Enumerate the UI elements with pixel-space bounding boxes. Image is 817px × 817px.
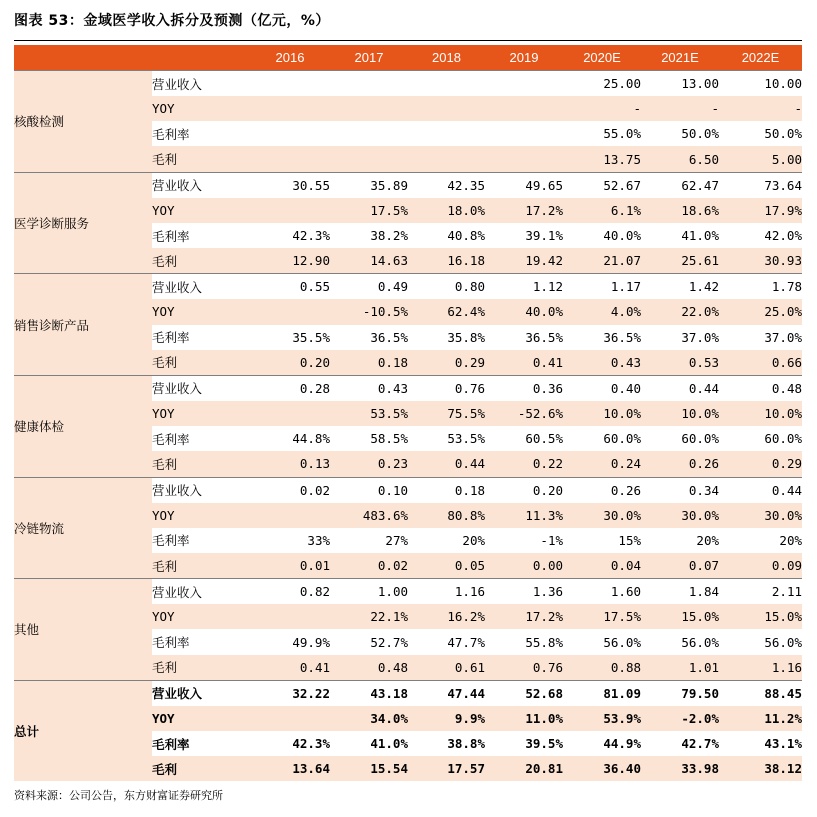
- metric-label: 营业收入: [152, 76, 203, 92]
- value-cell: 53.5%: [447, 431, 485, 447]
- value-cell: 60.0%: [603, 431, 641, 447]
- value-cell: 14.63: [330, 248, 408, 274]
- header-row: [14, 45, 802, 71]
- value-cell: 35.89: [370, 177, 408, 193]
- value-cell: 1.16: [454, 584, 485, 600]
- value-cell: 40.8%: [447, 228, 485, 244]
- value-cell: 0.23: [330, 451, 408, 477]
- value-cell: 22.1%: [330, 604, 408, 629]
- metric-label: 毛利: [152, 756, 250, 781]
- metric-label: YOY: [152, 706, 250, 731]
- value-cell: 17.2%: [485, 604, 563, 629]
- metric-label: 毛利: [152, 451, 250, 477]
- group-label: 其他: [14, 579, 152, 681]
- metric-label: 毛利: [152, 350, 250, 376]
- value-cell: 36.40: [563, 756, 641, 781]
- value-cell: 47.44: [447, 685, 485, 701]
- value-cell: -10.5%: [330, 299, 408, 324]
- value-cell: 25.61: [641, 248, 719, 274]
- value-cell: 11.3%: [485, 503, 563, 528]
- value-cell: 0.18: [330, 350, 408, 376]
- value-cell: 40.0%: [603, 228, 641, 244]
- value-cell: 20.81: [485, 756, 563, 781]
- value-cell: [250, 198, 330, 223]
- value-cell: 9.9%: [408, 706, 485, 731]
- value-cell: 21.07: [563, 248, 641, 274]
- value-cell: 42.3%: [292, 736, 330, 752]
- value-cell: 13.64: [250, 756, 330, 781]
- group-label: 总计: [14, 680, 152, 781]
- value-cell: 0.43: [563, 350, 641, 376]
- value-cell: 30.0%: [563, 503, 641, 528]
- value-cell: 10.00: [764, 76, 802, 92]
- value-cell: 60.0%: [764, 431, 802, 447]
- value-cell: 0.61: [408, 655, 485, 681]
- metric-label: 毛利率: [152, 330, 190, 346]
- value-cell: 1.01: [641, 655, 719, 681]
- value-cell: 30.0%: [641, 503, 719, 528]
- value-cell: -52.6%: [485, 401, 563, 426]
- metric-label: 营业收入: [152, 279, 203, 295]
- value-cell: [250, 299, 330, 324]
- value-cell: 53.5%: [330, 401, 408, 426]
- metric-label: 毛利率: [152, 736, 190, 752]
- value-cell: -1%: [540, 532, 563, 548]
- value-cell: 41.0%: [370, 736, 408, 752]
- metric-label: 毛利: [152, 655, 250, 681]
- value-cell: 37.0%: [764, 329, 802, 345]
- value-cell: 16.2%: [408, 604, 485, 629]
- value-cell: 0.29: [719, 451, 802, 477]
- value-cell: 50.0%: [681, 126, 719, 142]
- value-cell: 43.1%: [764, 736, 802, 752]
- metric-label: YOY: [152, 299, 250, 324]
- value-cell: 0.18: [454, 482, 485, 498]
- value-cell: 50.0%: [764, 126, 802, 142]
- value-cell: 37.0%: [681, 329, 719, 345]
- value-cell: 62.47: [681, 177, 719, 193]
- header-cell: 2016: [250, 45, 330, 71]
- value-cell: 30.0%: [719, 503, 802, 528]
- value-cell: 0.41: [485, 350, 563, 376]
- value-cell: 1.17: [610, 279, 641, 295]
- value-cell: 0.00: [485, 553, 563, 579]
- value-cell: 6.1%: [563, 198, 641, 223]
- value-cell: 0.04: [563, 553, 641, 579]
- table-group: [14, 680, 802, 781]
- value-cell: 0.07: [641, 553, 719, 579]
- header-cell: 2022E: [719, 45, 802, 71]
- value-cell: 42.3%: [292, 228, 330, 244]
- value-cell: 0.26: [641, 451, 719, 477]
- metric-label: 毛利率: [152, 533, 190, 549]
- value-cell: 11.0%: [485, 706, 563, 731]
- value-cell: [250, 146, 330, 172]
- value-cell: 0.36: [532, 380, 563, 396]
- value-cell: 42.7%: [681, 736, 719, 752]
- metric-label: 毛利: [152, 248, 250, 274]
- value-cell: 56.0%: [681, 634, 719, 650]
- value-cell: 34.0%: [330, 706, 408, 731]
- value-cell: 39.5%: [525, 736, 563, 752]
- value-cell: 0.44: [688, 380, 719, 396]
- header-cell: 2017: [330, 45, 408, 71]
- value-cell: 58.5%: [370, 431, 408, 447]
- metric-label: 毛利率: [152, 431, 190, 447]
- group-label: 健康体检: [14, 375, 152, 477]
- value-cell: 49.9%: [292, 634, 330, 650]
- value-cell: [250, 96, 330, 121]
- value-cell: 30.55: [292, 177, 330, 193]
- value-cell: 1.00: [377, 584, 408, 600]
- value-cell: 1.60: [610, 584, 641, 600]
- value-cell: 53.9%: [563, 706, 641, 731]
- value-cell: 33.98: [641, 756, 719, 781]
- value-cell: 18.0%: [408, 198, 485, 223]
- value-cell: -2.0%: [641, 706, 719, 731]
- value-cell: 35.5%: [292, 329, 330, 345]
- value-cell: 16.18: [408, 248, 485, 274]
- value-cell: 0.48: [771, 380, 802, 396]
- value-cell: 36.5%: [370, 329, 408, 345]
- value-cell: 17.5%: [563, 604, 641, 629]
- table-row: [14, 274, 802, 300]
- value-cell: [408, 121, 485, 146]
- value-cell: 0.24: [563, 451, 641, 477]
- value-cell: 38.2%: [370, 228, 408, 244]
- value-cell: 60.5%: [525, 431, 563, 447]
- value-cell: 73.64: [764, 177, 802, 193]
- value-cell: 17.9%: [719, 198, 802, 223]
- table-row: [14, 172, 802, 198]
- metric-label: 毛利: [152, 553, 250, 579]
- value-cell: 0.49: [377, 279, 408, 295]
- value-cell: 2.11: [771, 584, 802, 600]
- value-cell: 0.76: [485, 655, 563, 681]
- value-cell: [485, 146, 563, 172]
- value-cell: 12.90: [250, 248, 330, 274]
- value-cell: 10.0%: [563, 401, 641, 426]
- table-row: [14, 579, 802, 605]
- value-cell: 88.45: [764, 685, 802, 701]
- value-cell: 10.0%: [719, 401, 802, 426]
- value-cell: 0.28: [299, 380, 330, 396]
- value-cell: 1.84: [688, 584, 719, 600]
- title-rule: [14, 40, 802, 41]
- value-cell: 47.7%: [447, 634, 485, 650]
- value-cell: 17.5%: [330, 198, 408, 223]
- value-cell: 32.22: [292, 685, 330, 701]
- value-cell: [250, 706, 330, 731]
- value-cell: 43.18: [370, 685, 408, 701]
- value-cell: 0.29: [408, 350, 485, 376]
- header-cell: [152, 45, 250, 71]
- value-cell: 15.0%: [719, 604, 802, 629]
- value-cell: 5.00: [719, 146, 802, 172]
- value-cell: 15%: [618, 532, 641, 548]
- value-cell: 0.44: [408, 451, 485, 477]
- value-cell: 35.8%: [447, 329, 485, 345]
- value-cell: -: [719, 96, 802, 121]
- value-cell: 33%: [307, 532, 330, 548]
- header-cell: [14, 45, 152, 71]
- value-cell: [408, 71, 485, 97]
- table-header: [14, 45, 802, 71]
- value-cell: 44.9%: [603, 736, 641, 752]
- metric-label: 毛利率: [152, 228, 190, 244]
- value-cell: 17.57: [408, 756, 485, 781]
- table-group: [14, 172, 802, 274]
- value-cell: 42.0%: [764, 228, 802, 244]
- value-cell: 81.09: [603, 685, 641, 701]
- value-cell: 0.02: [299, 482, 330, 498]
- value-cell: 40.0%: [485, 299, 563, 324]
- value-cell: 75.5%: [408, 401, 485, 426]
- value-cell: 0.05: [408, 553, 485, 579]
- value-cell: 20%: [696, 532, 719, 548]
- value-cell: [250, 401, 330, 426]
- value-cell: [250, 71, 330, 97]
- value-cell: 38.8%: [447, 736, 485, 752]
- value-cell: 52.7%: [370, 634, 408, 650]
- value-cell: [330, 146, 408, 172]
- table-row: [14, 477, 802, 503]
- table-row: [14, 375, 802, 401]
- value-cell: 80.8%: [408, 503, 485, 528]
- value-cell: 0.53: [641, 350, 719, 376]
- metric-label: 毛利率: [152, 126, 190, 142]
- value-cell: 17.2%: [485, 198, 563, 223]
- value-cell: [250, 604, 330, 629]
- figure-title: 图表 53：金域医学收入拆分及预测（亿元，%）: [14, 13, 330, 29]
- value-cell: 52.68: [525, 685, 563, 701]
- value-cell: [330, 96, 408, 121]
- value-cell: 0.76: [454, 380, 485, 396]
- value-cell: 0.10: [377, 482, 408, 498]
- value-cell: 56.0%: [764, 634, 802, 650]
- value-cell: 18.6%: [641, 198, 719, 223]
- table-group: [14, 71, 802, 173]
- value-cell: 0.82: [299, 584, 330, 600]
- metric-label: YOY: [152, 604, 250, 629]
- value-cell: [485, 121, 563, 146]
- value-cell: 0.66: [719, 350, 802, 376]
- value-cell: 41.0%: [681, 228, 719, 244]
- metric-label: YOY: [152, 401, 250, 426]
- group-label: 冷链物流: [14, 477, 152, 579]
- table-row: [14, 680, 802, 706]
- group-label: 医学诊断服务: [14, 172, 152, 274]
- value-cell: 483.6%: [330, 503, 408, 528]
- value-cell: 22.0%: [641, 299, 719, 324]
- table-group: [14, 375, 802, 477]
- metric-label: YOY: [152, 503, 250, 528]
- value-cell: 27%: [385, 532, 408, 548]
- value-cell: 15.0%: [641, 604, 719, 629]
- value-cell: 1.42: [688, 279, 719, 295]
- header-cell: 2019: [485, 45, 563, 71]
- value-cell: 1.36: [532, 584, 563, 600]
- value-cell: 1.16: [719, 655, 802, 681]
- header-cell: 2021E: [641, 45, 719, 71]
- metric-label: 毛利率: [152, 635, 190, 651]
- metric-label: YOY: [152, 96, 250, 121]
- value-cell: 0.43: [377, 380, 408, 396]
- value-cell: 25.0%: [719, 299, 802, 324]
- value-cell: 39.1%: [525, 228, 563, 244]
- value-cell: 0.55: [299, 279, 330, 295]
- table-group: [14, 274, 802, 376]
- revenue-forecast-table: [14, 45, 802, 781]
- value-cell: [330, 121, 408, 146]
- value-cell: [485, 96, 563, 121]
- value-cell: [250, 503, 330, 528]
- value-cell: 13.75: [563, 146, 641, 172]
- table-row: [14, 71, 802, 97]
- value-cell: [408, 146, 485, 172]
- value-cell: 38.12: [719, 756, 802, 781]
- value-cell: 20%: [462, 532, 485, 548]
- value-cell: [330, 71, 408, 97]
- header-cell: 2020E: [563, 45, 641, 71]
- metric-label: 营业收入: [152, 381, 203, 397]
- table-group: [14, 477, 802, 579]
- header-cell: 2018: [408, 45, 485, 71]
- value-cell: 52.67: [603, 177, 641, 193]
- value-cell: 10.0%: [641, 401, 719, 426]
- value-cell: 0.44: [771, 482, 802, 498]
- value-cell: 0.40: [610, 380, 641, 396]
- value-cell: 55.0%: [603, 126, 641, 142]
- metric-label: 营业收入: [152, 483, 203, 499]
- value-cell: 0.13: [250, 451, 330, 477]
- value-cell: 0.48: [330, 655, 408, 681]
- value-cell: 0.02: [330, 553, 408, 579]
- value-cell: 1.78: [771, 279, 802, 295]
- table-group: [14, 579, 802, 681]
- value-cell: 0.34: [688, 482, 719, 498]
- value-cell: 20%: [779, 532, 802, 548]
- value-cell: 42.35: [447, 177, 485, 193]
- value-cell: 0.88: [563, 655, 641, 681]
- value-cell: 62.4%: [408, 299, 485, 324]
- metric-label: YOY: [152, 198, 250, 223]
- value-cell: 36.5%: [603, 329, 641, 345]
- value-cell: 6.50: [641, 146, 719, 172]
- value-cell: [408, 96, 485, 121]
- metric-label: 营业收入: [152, 178, 203, 194]
- value-cell: 0.20: [250, 350, 330, 376]
- value-cell: 15.54: [330, 756, 408, 781]
- value-cell: 55.8%: [525, 634, 563, 650]
- group-label: 核酸检测: [14, 71, 152, 173]
- value-cell: 36.5%: [525, 329, 563, 345]
- metric-label: 营业收入: [152, 686, 203, 702]
- value-cell: 19.42: [485, 248, 563, 274]
- value-cell: 1.12: [532, 279, 563, 295]
- group-label: 销售诊断产品: [14, 274, 152, 376]
- value-cell: 0.80: [454, 279, 485, 295]
- value-cell: -: [563, 96, 641, 121]
- value-cell: 49.65: [525, 177, 563, 193]
- metric-label: 营业收入: [152, 584, 203, 600]
- value-cell: 56.0%: [603, 634, 641, 650]
- value-cell: [485, 71, 563, 97]
- metric-label: 毛利: [152, 146, 250, 172]
- value-cell: 0.01: [250, 553, 330, 579]
- value-cell: 11.2%: [719, 706, 802, 731]
- value-cell: 0.22: [485, 451, 563, 477]
- value-cell: -: [641, 96, 719, 121]
- source-note: 资料来源：公司公告，东方财富证券研究所: [14, 789, 223, 802]
- value-cell: 0.41: [250, 655, 330, 681]
- value-cell: 25.00: [603, 76, 641, 92]
- value-cell: 79.50: [681, 685, 719, 701]
- value-cell: 44.8%: [292, 431, 330, 447]
- value-cell: 13.00: [681, 76, 719, 92]
- value-cell: 0.26: [610, 482, 641, 498]
- value-cell: 60.0%: [681, 431, 719, 447]
- value-cell: 30.93: [719, 248, 802, 274]
- value-cell: 0.09: [719, 553, 802, 579]
- value-cell: 0.20: [532, 482, 563, 498]
- value-cell: [250, 121, 330, 146]
- value-cell: 4.0%: [563, 299, 641, 324]
